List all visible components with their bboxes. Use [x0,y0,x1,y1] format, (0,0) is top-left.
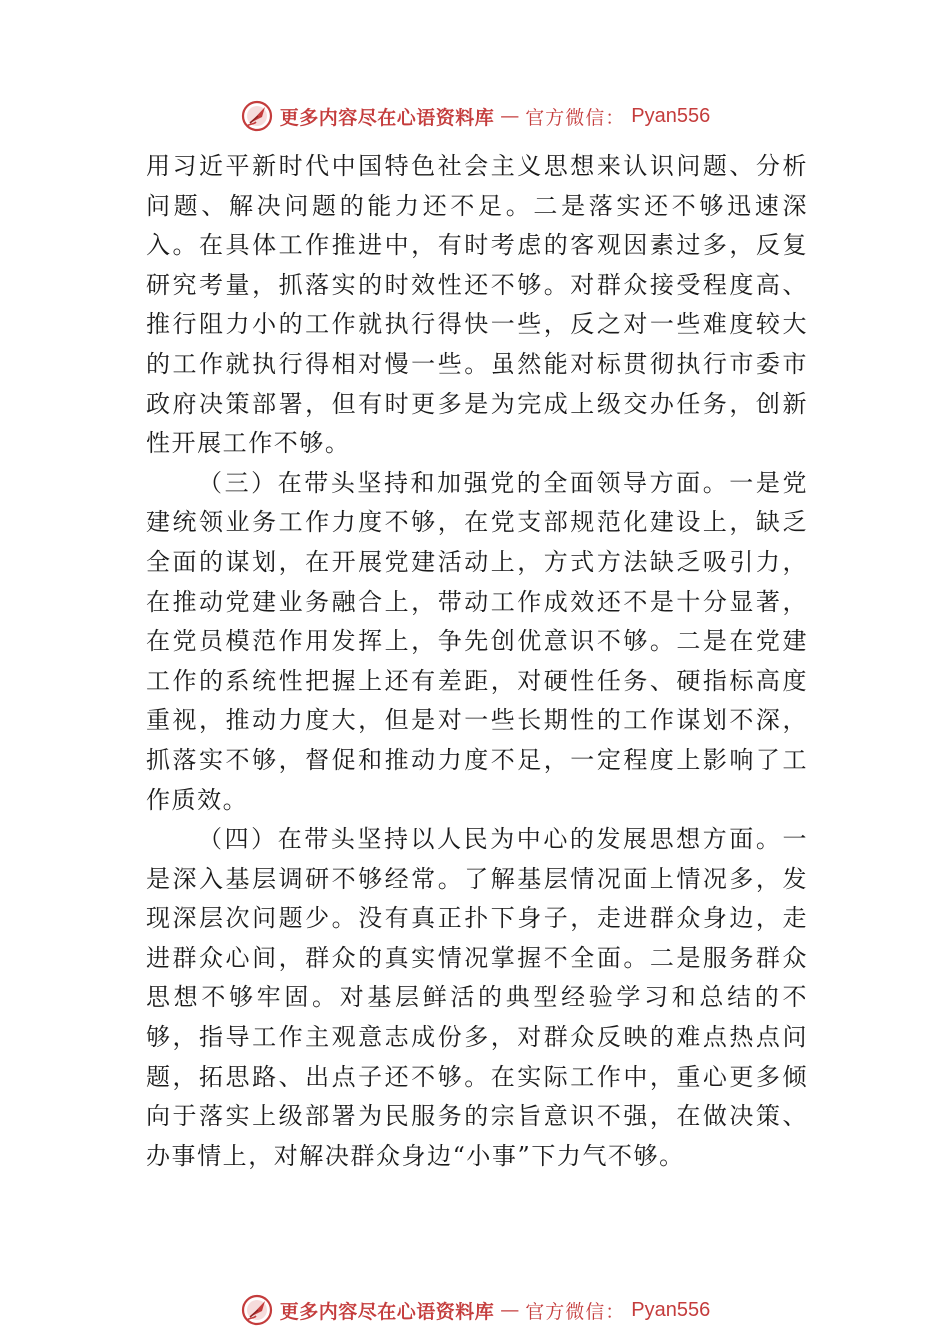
watermark-wechat-label: 官方微信： [525,1300,626,1323]
paragraph-section-4: （四）在带头坚持以人民为中心的发展思想方面。一是深入基层调研不够经常。了解基层情况面上情况多，发现深层次问题少。没有真正扑下身子，走进群众身边，走进群众心间，群众的真实情况掌握不全面。二是服务群众思想不够牢固。对基层鲜活的典型经验学习和总结的不够，指导工作主观意志成份多，对群众反映的难点热点问题，拓思路、出点子还不够。在实际工作中，重心更多倾向于落实上级部署为民服务的宗旨意识不强，在做决策、办事情上，对解决群众身边“小事”下力气不够。 [146,825,808,1170]
footer-watermark [0,1290,950,1330]
watermark-wechat-id: Pyan556 [631,1298,711,1321]
watermark-wechat-label: 官方微信： [525,106,626,129]
header-watermark [0,96,950,136]
quill-logo-icon [240,99,274,133]
watermark-dash: — [500,105,520,127]
document-body [146,147,808,1176]
watermark-wechat-id: Pyan556 [631,104,711,127]
paragraph-continuation: 用习近平新时代中国特色社会主义思想来认识问题、分析问题、解决问题的能力还不足。二是落实还不够迅速深入。在具体工作推进中，有时考虑的客观因素过多，反复研究考量，抓落实的时效性还不够。对群众接受程度高、推行阻力小的工作就执行得快一些，反之对一些难度较大的工作就执行得相对慢一些。虽然能对标贯彻执行市委市政府决策部署，但有时更多是为完成上级交办任务，创新性开展工作不够。 [146,152,808,458]
watermark-brand: 更多内容尽在心语资料库 [279,1300,495,1323]
watermark-dash: — [500,1299,520,1321]
quill-logo-icon [240,1293,274,1327]
watermark-brand: 更多内容尽在心语资料库 [279,106,495,129]
paragraph-section-3: （三）在带头坚持和加强党的全面领导方面。一是党建统领业务工作力度不够，在党支部规范化建设上，缺乏全面的谋划，在开展党建活动上，方式方法缺乏吸引力，在推动党建业务融合上，带动工作成效还不是十分显著，在党员模范作用发挥上，争先创优意识不够。二是在党建工作的系统性把握上还有差距，对硬性任务、硬指标高度重视，推动力度大，但是对一些长期性的工作谋划不深，抓落实不够，督促和推动力度不足，一定程度上影响了工作质效。 [146,468,808,814]
